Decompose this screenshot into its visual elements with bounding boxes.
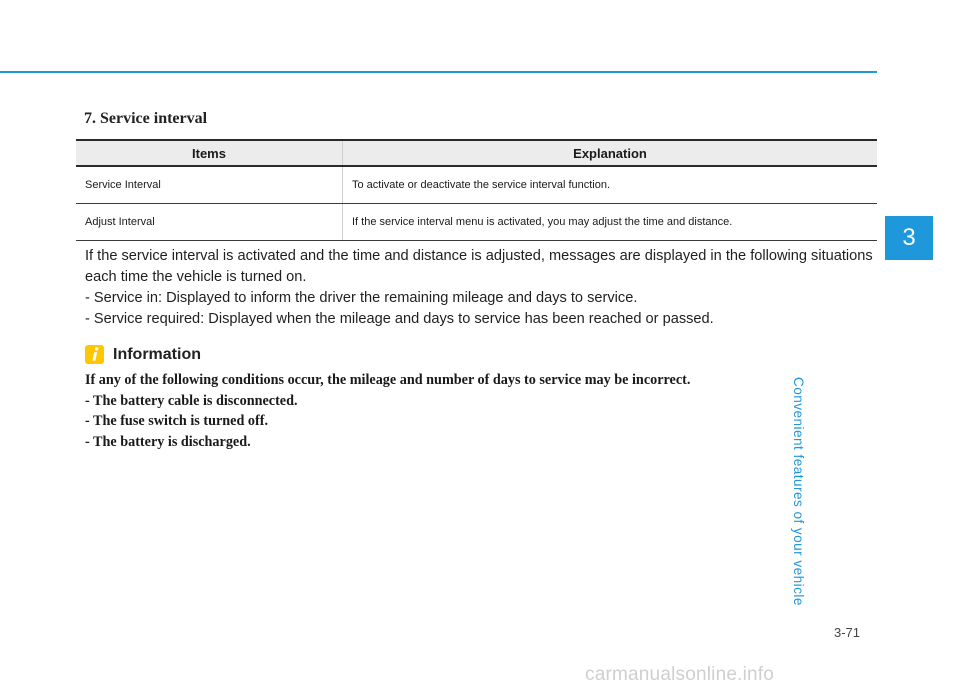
body-bullet: - Service in: Displayed to inform the driver the remaining mileage and days to service. bbox=[85, 290, 638, 306]
table-cell-explanation: If the service interval menu is activated, you may adjust the time and distance. bbox=[343, 204, 878, 241]
page-number: 3-71 bbox=[834, 625, 861, 640]
table-cell-explanation: To activate or deactivate the service interval function. bbox=[343, 166, 878, 204]
information-title: Information bbox=[113, 345, 201, 363]
section-heading: 7. Service interval bbox=[84, 110, 208, 127]
header-rule bbox=[0, 71, 877, 73]
information-header bbox=[85, 345, 201, 364]
body-bullet: - Service required: Displayed when the mileage and days to service has been reached or passed. bbox=[85, 311, 714, 327]
table-cell-item: Service Interval bbox=[76, 166, 343, 204]
service-interval-table bbox=[76, 139, 877, 241]
column-header-items: Items bbox=[76, 140, 343, 166]
body-paragraph: If the service interval is activated and the time and distance is adjusted, messages are displayed in the following situations each time the vehicle is turned on. bbox=[85, 248, 873, 285]
information-line: - The battery is discharged. bbox=[85, 433, 251, 450]
table-row bbox=[76, 204, 877, 241]
information-line: - The fuse switch is turned off. bbox=[85, 413, 268, 430]
watermark: carmanualsonline.info bbox=[585, 664, 775, 685]
column-header-explanation: Explanation bbox=[343, 140, 878, 166]
chapter-number-tab: 3 bbox=[885, 216, 933, 260]
table-row bbox=[76, 166, 877, 204]
chapter-title: Convenient features of your vehicle bbox=[791, 377, 806, 606]
table-header-row bbox=[76, 140, 877, 166]
table-cell-item: Adjust Interval bbox=[76, 204, 343, 241]
chapter-side-label bbox=[791, 265, 927, 606]
body-text bbox=[85, 246, 875, 330]
information-line: - The battery cable is disconnected. bbox=[85, 392, 298, 409]
information-line: If any of the following conditions occur, the mileage and number of days to service may be incorrect. bbox=[85, 372, 691, 388]
information-text bbox=[85, 370, 875, 452]
info-icon bbox=[85, 345, 104, 364]
